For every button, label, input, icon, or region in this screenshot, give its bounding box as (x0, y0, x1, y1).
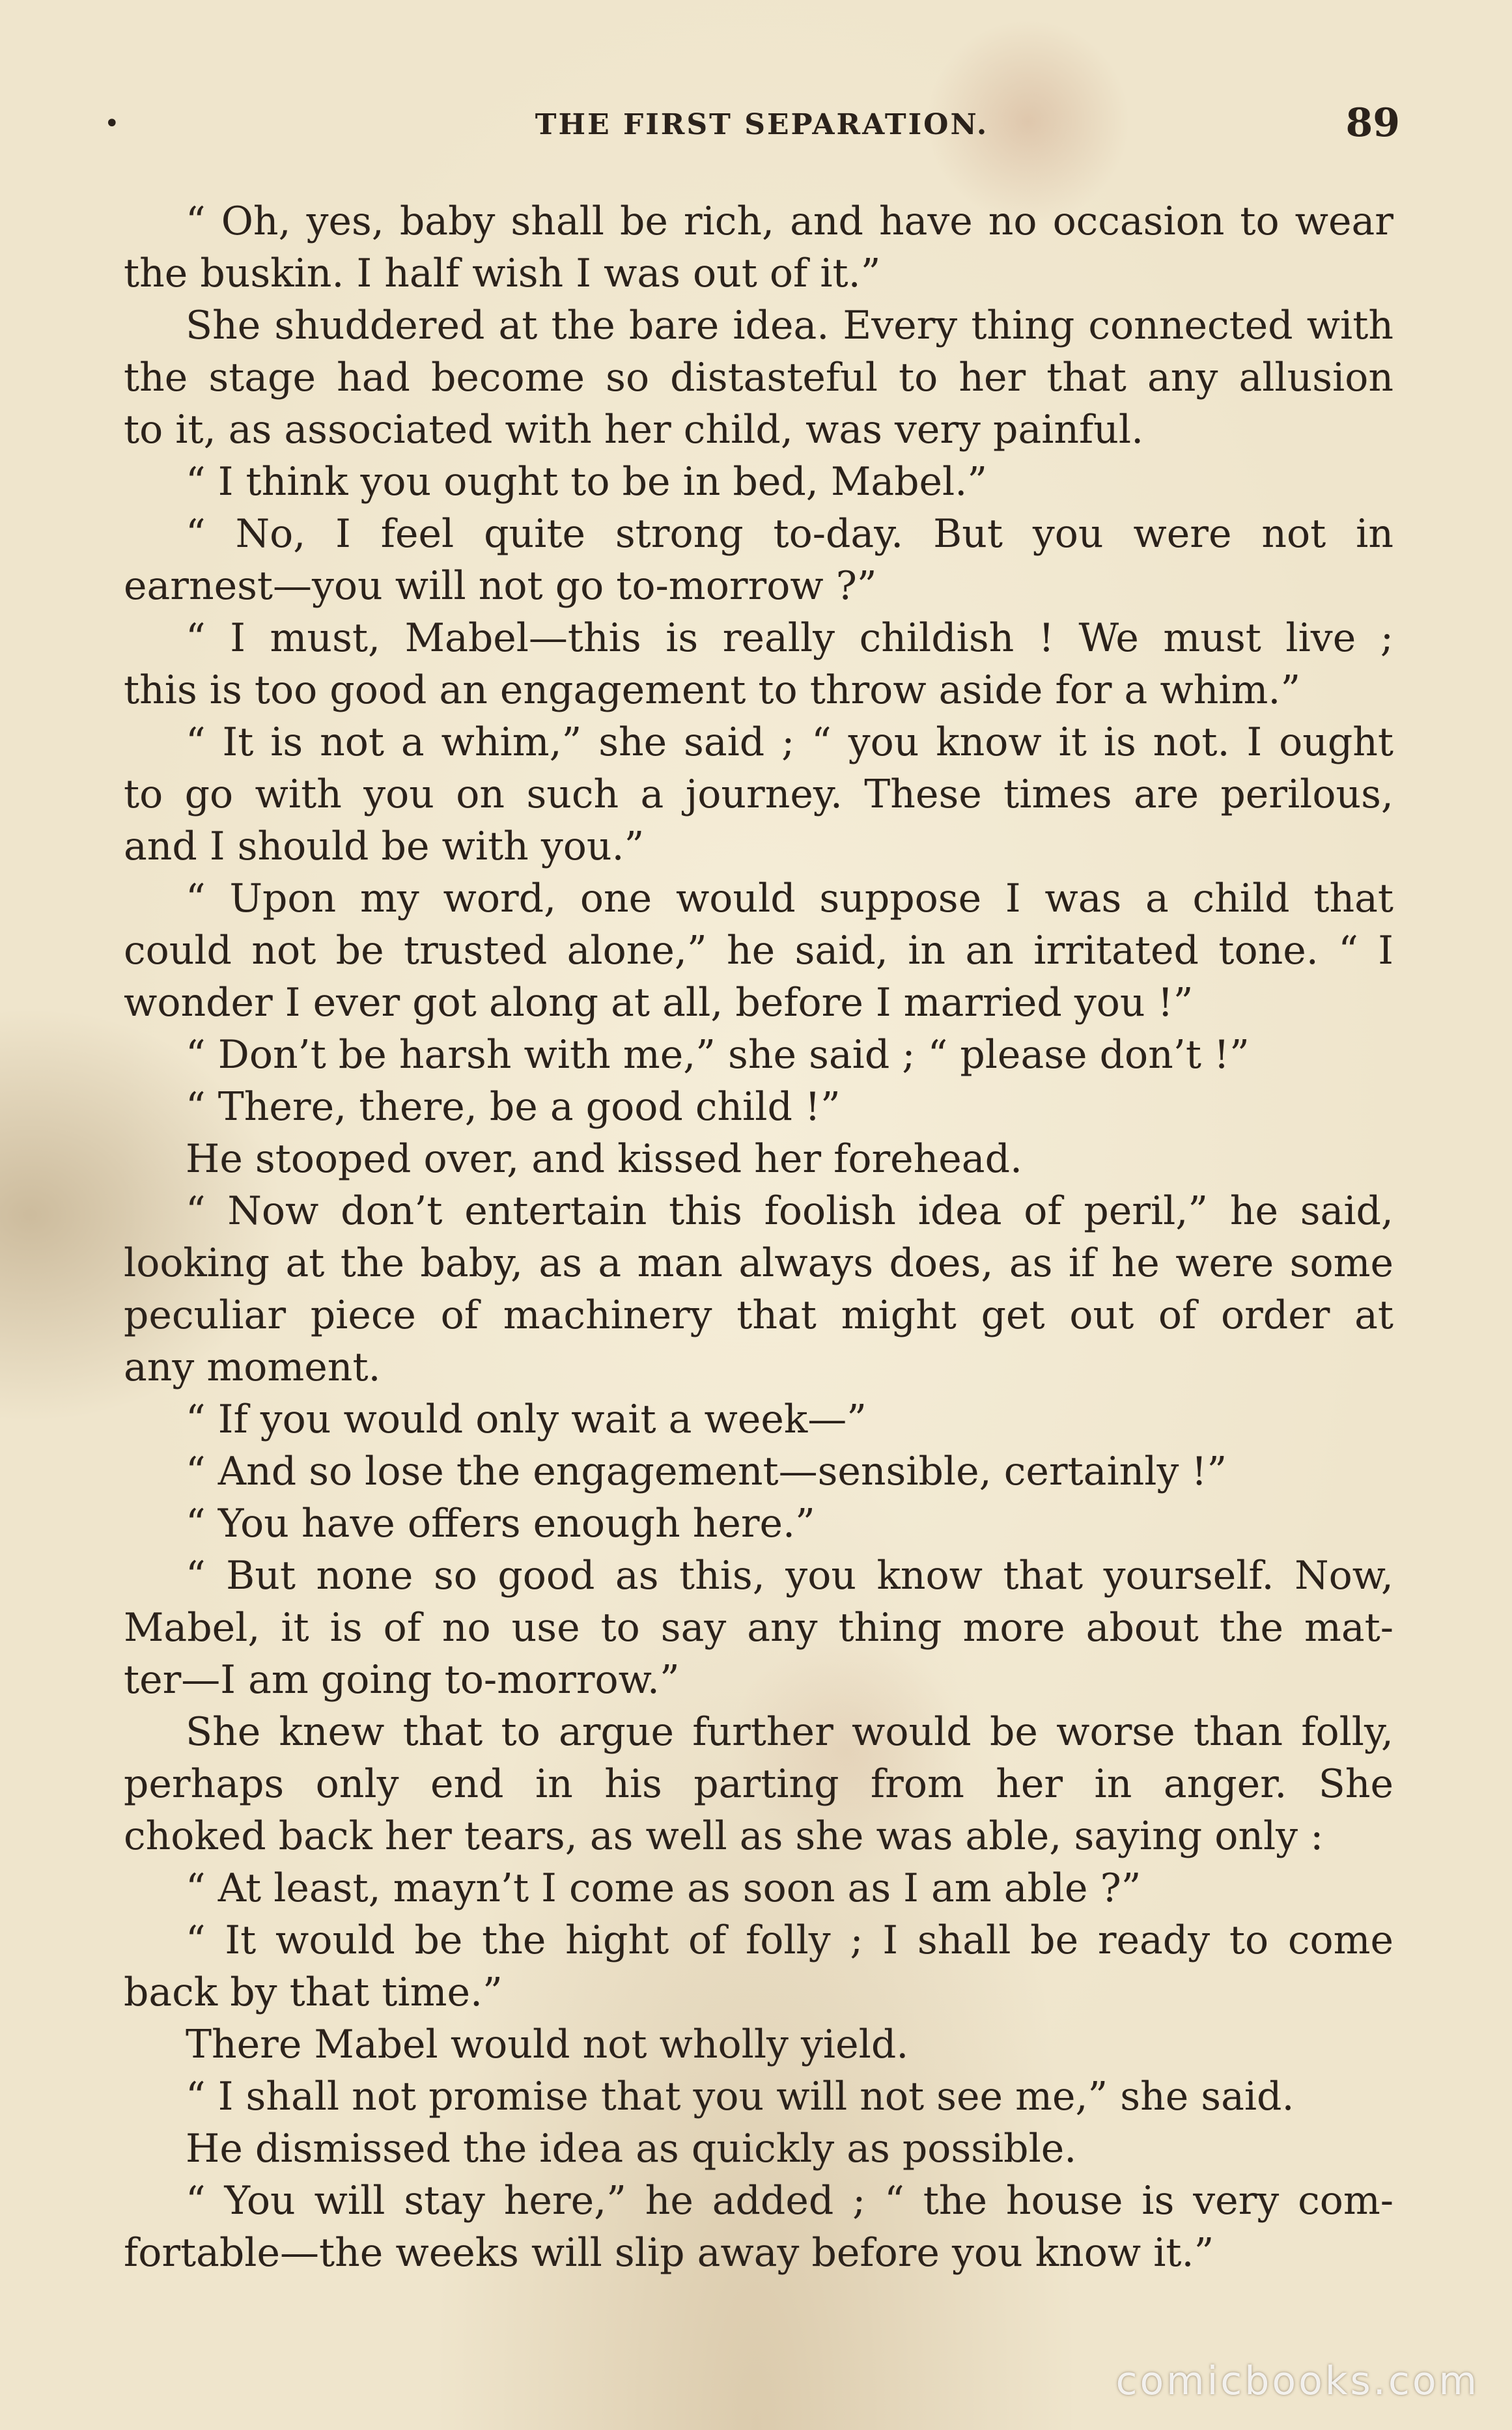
text-line: “ At least, mayn’t I come as soon as I am able ?” (186, 1865, 1141, 1911)
page-number: 89 (1345, 100, 1400, 146)
text-line: to it, as associated with her child, was very painful. (124, 407, 1144, 453)
text-line: “ You will stay here,” he added ; “ the house is very com- (186, 2178, 1393, 2224)
body-text (124, 195, 1393, 2279)
text-line: any moment. (124, 1345, 381, 1390)
text-line: “ But none so good as this, you know that yourself. Now, (186, 1553, 1393, 1599)
watermark: comicbooks.com (1115, 2358, 1479, 2404)
text-line: the buskin. I half wish I was out of it.” (124, 251, 881, 296)
text-line: “ If you would only wait a week—” (186, 1397, 867, 1442)
text-line: “ There, there, be a good child !” (186, 1084, 841, 1130)
text-line: perhaps only end in his parting from her in anger. She (124, 1761, 1393, 1807)
text-line: He dismissed the idea as quickly as possible. (186, 2126, 1077, 2172)
text-line: “ No, I feel quite strong to-day. But you were not in (186, 511, 1393, 557)
text-line: “ Now don’t entertain this foolish idea of peril,” he said, (186, 1188, 1393, 1234)
text-line: “ Oh, yes, baby shall be rich, and have no occasion to wear (186, 199, 1393, 244)
text-line: could not be trusted alone,” he said, in an irritated tone. “ I (124, 928, 1393, 973)
text-line: to go with you on such a journey. These times are perilous, (124, 772, 1393, 817)
text-line: Mabel, it is of no use to say any thing more about the mat- (124, 1605, 1393, 1651)
text-line: fortable—the weeks will slip away before you know it.” (124, 2230, 1214, 2276)
text-line: “ You have offers enough here.” (186, 1501, 815, 1546)
text-line: There Mabel would not wholly yield. (186, 2022, 909, 2067)
running-head (104, 98, 1400, 156)
text-line: earnest—you will not go to-morrow ?” (124, 563, 877, 609)
text-line: this is too good an engagement to throw aside for a whim.” (124, 667, 1301, 713)
text-line: “ I think you ought to be in bed, Mabel.” (186, 459, 987, 505)
text-line: looking at the baby, as a man always does, as if he were some (124, 1240, 1393, 1286)
text-line: She shuddered at the bare idea. Every thing connected with (186, 303, 1393, 348)
text-line: “ Upon my word, one would suppose I was a child that (186, 876, 1393, 921)
text-line: ter—I am going to-morrow.” (124, 1657, 680, 1703)
bullet-mark: • (104, 109, 120, 139)
text-line: “ And so lose the engagement—sensible, certainly !” (186, 1449, 1227, 1494)
text-line: She knew that to argue further would be worse than folly, (186, 1709, 1393, 1755)
text-line: “ It is not a whim,” she said ; “ you know it is not. I ought (186, 719, 1393, 765)
text-line: “ I must, Mabel—this is really childish ! We must live ; (186, 615, 1393, 661)
text-line: back by that time.” (124, 1970, 503, 2015)
text-line: He stooped over, and kissed her forehead. (186, 1136, 1023, 1182)
text-line: the stage had become so distasteful to her that any allusion (124, 355, 1393, 400)
text-line: wonder I ever got along at all, before I married you !” (124, 980, 1194, 1026)
text-line: “ It would be the hight of folly ; I shall be ready to come (186, 1918, 1393, 1963)
text-line: and I should be with you.” (124, 824, 645, 869)
text-line: “ Don’t be harsh with me,” she said ; “ please don’t !” (186, 1032, 1250, 1078)
chapter-title: THE FIRST SEPARATION. (535, 108, 989, 141)
text-line: peculiar piece of machinery that might get out of order at (124, 1292, 1393, 1338)
text-line: choked back her tears, as well as she was able, saying only : (124, 1813, 1324, 1859)
text-line: “ I shall not promise that you will not see me,” she said. (186, 2074, 1295, 2119)
